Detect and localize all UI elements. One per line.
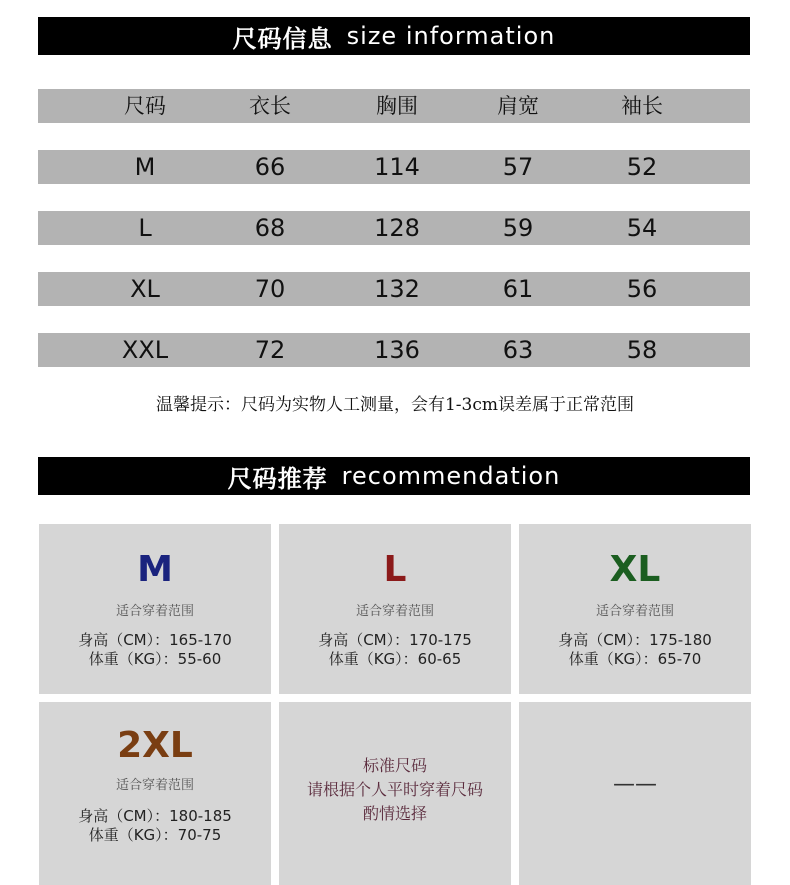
table-row (38, 150, 750, 184)
banner-title-zh: 尺码信息 (232, 24, 333, 53)
size-card-xl (519, 524, 751, 694)
banner-title-en: size information (346, 22, 556, 50)
card-range-label: 适合穿着范围 (595, 604, 674, 619)
note-line-1: 标准尺码 (362, 756, 427, 775)
cell-chest: 136 (374, 336, 420, 364)
cell-size: XL (130, 275, 160, 303)
size-card-l (279, 524, 511, 694)
cell-sleeve: 52 (626, 153, 658, 181)
size-card-m (39, 524, 271, 694)
standard-size-note-card (279, 702, 511, 885)
cell-sleeve: 58 (626, 336, 658, 364)
cell-length: 66 (254, 153, 286, 181)
card-weight: 体重（KG）：60-65 (328, 650, 462, 668)
card-height: 身高（CM）：180-185 (78, 807, 232, 825)
cell-length: 72 (254, 336, 286, 364)
cell-size: L (138, 214, 152, 242)
card-range-label: 适合穿着范围 (115, 604, 194, 619)
card-range-label: 适合穿着范围 (115, 778, 194, 793)
cell-size: XXL (121, 336, 169, 364)
cell-length: 68 (254, 214, 286, 242)
note-line-3: 酌情选择 (362, 804, 427, 823)
card-weight: 体重（KG）：70-75 (88, 826, 222, 844)
placeholder-dash: —— (613, 772, 657, 797)
cell-sleeve: 54 (626, 214, 658, 242)
cell-sleeve: 56 (626, 275, 658, 303)
measurement-tip: 温馨提示：尺码为实物人工测量，会有1-3cm误差属于正常范围 (155, 395, 635, 415)
banner-title-zh: 尺码推荐 (227, 464, 328, 493)
cell-shoulder: 59 (502, 214, 534, 242)
table-row (38, 333, 750, 367)
card-height: 身高（CM）：165-170 (78, 631, 232, 649)
header-chest: 胸围 (376, 94, 418, 118)
cell-chest: 132 (374, 275, 420, 303)
cell-chest: 128 (374, 214, 420, 242)
header-shoulder: 肩宽 (497, 94, 539, 118)
size-table-header (38, 89, 750, 123)
card-height: 身高（CM）：175-180 (558, 631, 712, 649)
cell-size: M (134, 153, 156, 181)
recommendation-banner (38, 457, 750, 495)
card-height: 身高（CM）：170-175 (318, 631, 472, 649)
cell-shoulder: 63 (502, 336, 534, 364)
card-range-label: 适合穿着范围 (355, 604, 434, 619)
cell-shoulder: 61 (502, 275, 534, 303)
table-row (38, 211, 750, 245)
card-weight: 体重（KG）：65-70 (568, 650, 702, 668)
card-size: L (383, 549, 407, 590)
card-size: 2XL (117, 725, 193, 766)
table-row (38, 272, 750, 306)
card-size: XL (609, 549, 661, 590)
header-size: 尺码 (124, 94, 166, 118)
empty-size-card (519, 702, 751, 885)
size-information-banner (38, 17, 750, 55)
note-line-2: 请根据个人平时穿着尺码 (306, 780, 483, 799)
header-sleeve: 袖长 (621, 94, 663, 118)
cell-length: 70 (254, 275, 286, 303)
cell-shoulder: 57 (502, 153, 534, 181)
size-card-2xl (39, 702, 271, 885)
header-length: 衣长 (249, 94, 291, 118)
cell-chest: 114 (374, 153, 420, 181)
card-size: M (137, 549, 173, 590)
card-weight: 体重（KG）：55-60 (88, 650, 222, 668)
banner-title-en: recommendation (341, 462, 561, 490)
